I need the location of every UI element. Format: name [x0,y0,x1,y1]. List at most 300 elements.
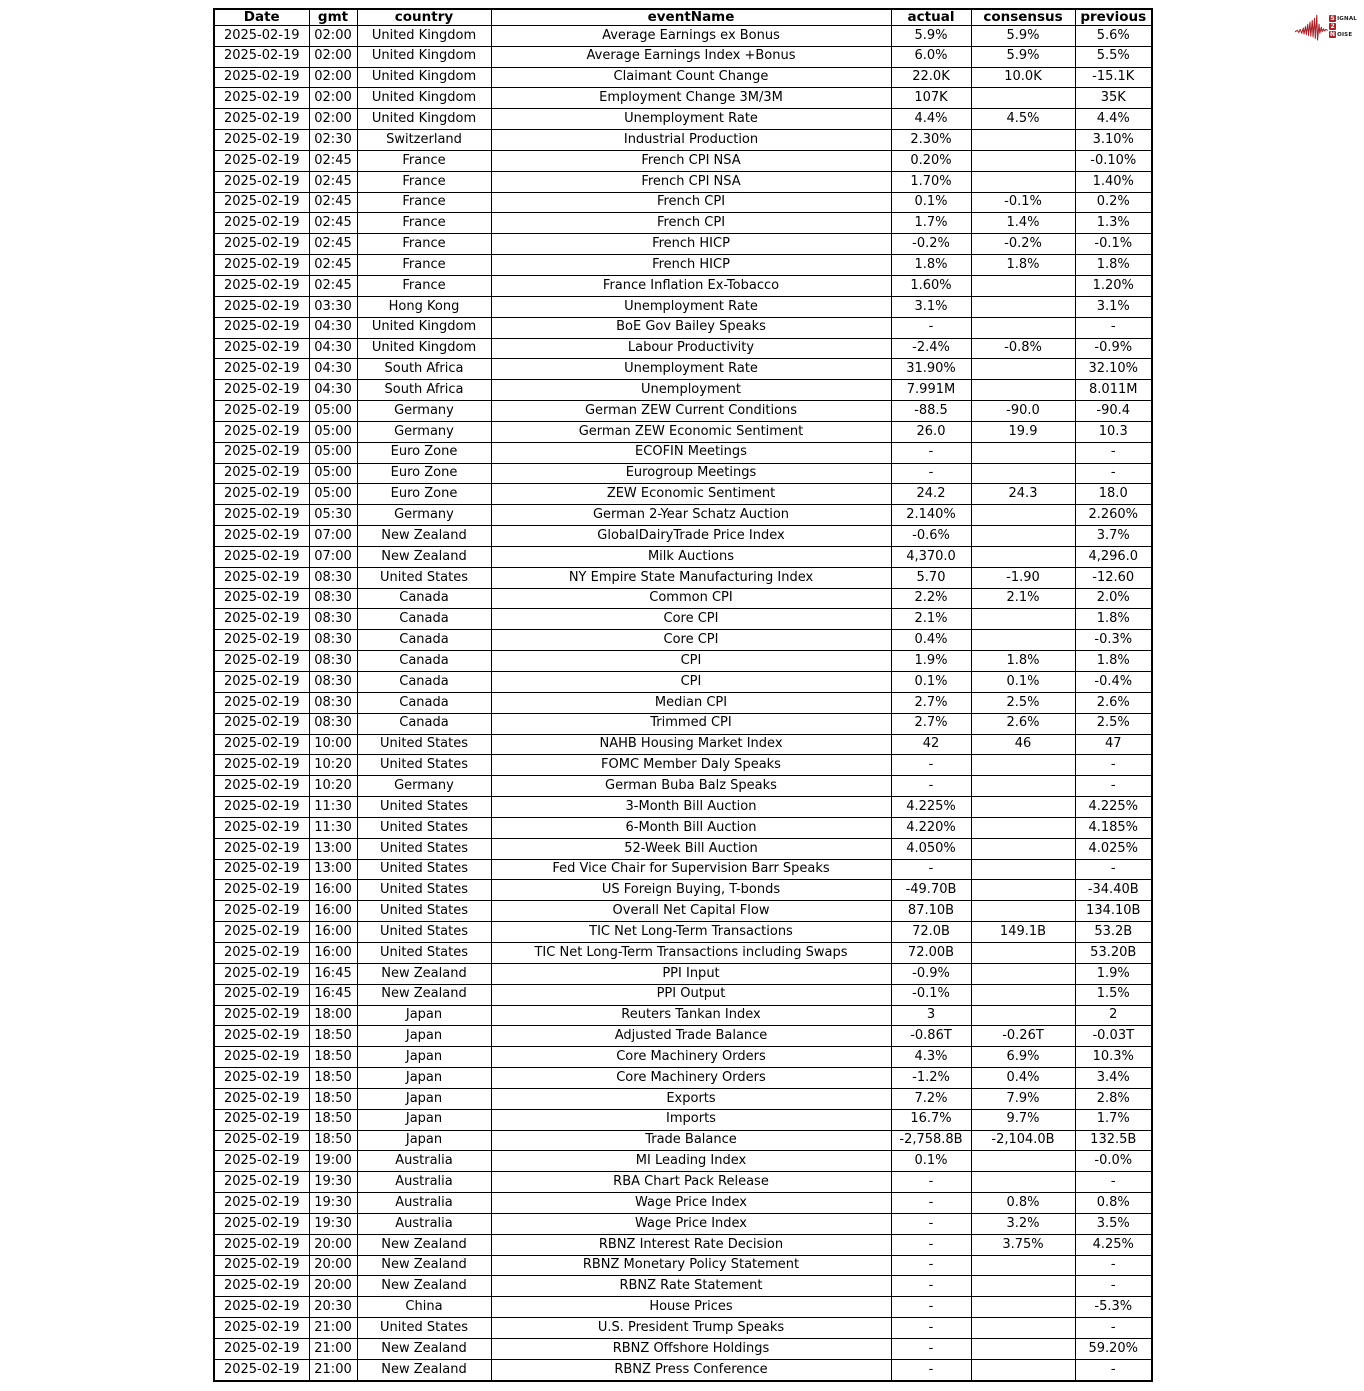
cell-previous: 3.10% [1075,130,1152,151]
cell-previous: 4.025% [1075,838,1152,859]
cell-consensus [971,942,1075,963]
logo-line-noise [1329,31,1357,38]
table-row [214,255,1152,276]
cell-consensus: 3.2% [971,1213,1075,1234]
cell-date: 2025-02-19 [214,213,309,234]
cell-date: 2025-02-19 [214,1088,309,1109]
cell-previous: 8.011M [1075,380,1152,401]
signal2noise-logo [1295,9,1357,49]
table-row [214,1130,1152,1151]
cell-country: New Zealand [357,963,491,984]
table-row [214,1318,1152,1339]
cell-previous: - [1075,463,1152,484]
cell-previous: - [1075,859,1152,880]
cell-date: 2025-02-19 [214,901,309,922]
cell-country: United States [357,755,491,776]
table-row [214,46,1152,67]
cell-country: United States [357,1318,491,1339]
cell-country: Germany [357,505,491,526]
cell-actual: 0.20% [891,150,971,171]
cell-event_name: FOMC Member Daly Speaks [491,755,891,776]
cell-date: 2025-02-19 [214,1026,309,1047]
cell-actual: 0.4% [891,630,971,651]
cell-consensus [971,963,1075,984]
cell-previous: -34.40B [1075,880,1152,901]
cell-previous: 2.8% [1075,1088,1152,1109]
cell-event_name: MI Leading Index [491,1151,891,1172]
cell-country: Japan [357,1026,491,1047]
cell-gmt: 08:30 [309,672,357,693]
cell-gmt: 05:00 [309,421,357,442]
cell-consensus [971,442,1075,463]
cell-previous: - [1075,1255,1152,1276]
cell-country: United States [357,922,491,943]
cell-previous: 35K [1075,88,1152,109]
logo-wordmark [1329,15,1357,38]
cell-consensus [971,1318,1075,1339]
table-row [214,1068,1152,1089]
cell-actual: - [891,1193,971,1214]
cell-previous: 3.7% [1075,526,1152,547]
cell-gmt: 16:00 [309,901,357,922]
cell-consensus [971,838,1075,859]
cell-actual: 7.2% [891,1088,971,1109]
cell-previous: 134.10B [1075,901,1152,922]
cell-consensus [971,380,1075,401]
cell-gmt: 04:30 [309,380,357,401]
cell-gmt: 16:45 [309,963,357,984]
cell-consensus: 0.8% [971,1193,1075,1214]
cell-actual: 1.9% [891,651,971,672]
cell-gmt: 07:00 [309,526,357,547]
table-row [214,859,1152,880]
cell-previous: -0.4% [1075,672,1152,693]
cell-event_name: Fed Vice Chair for Supervision Barr Speaks [491,859,891,880]
cell-gmt: 05:00 [309,401,357,422]
cell-country: Canada [357,588,491,609]
cell-event_name: RBNZ Offshore Holdings [491,1339,891,1360]
table-row [214,1109,1152,1130]
cell-country: United Kingdom [357,88,491,109]
cell-gmt: 13:00 [309,859,357,880]
cell-country: Australia [357,1172,491,1193]
cell-previous: 5.6% [1075,25,1152,46]
cell-country: United States [357,734,491,755]
cell-country: United Kingdom [357,317,491,338]
cell-event_name: French CPI NSA [491,171,891,192]
cell-gmt: 20:00 [309,1255,357,1276]
cell-date: 2025-02-19 [214,546,309,567]
cell-previous: 1.20% [1075,275,1152,296]
cell-previous: 53.2B [1075,922,1152,943]
cell-previous: - [1075,442,1152,463]
cell-previous: - [1075,1318,1152,1339]
cell-gmt: 02:45 [309,171,357,192]
cell-event_name: Wage Price Index [491,1193,891,1214]
cell-gmt: 10:00 [309,734,357,755]
cell-actual: - [891,1172,971,1193]
cell-date: 2025-02-19 [214,275,309,296]
cell-date: 2025-02-19 [214,88,309,109]
cell-event_name: 52-Week Bill Auction [491,838,891,859]
cell-actual: -0.6% [891,526,971,547]
table-row [214,797,1152,818]
cell-event_name: Core CPI [491,609,891,630]
cell-date: 2025-02-19 [214,1193,309,1214]
cell-event_name: Unemployment Rate [491,109,891,130]
cell-previous: 0.8% [1075,1193,1152,1214]
cell-event_name: Trimmed CPI [491,713,891,734]
cell-previous: 53.20B [1075,942,1152,963]
cell-gmt: 02:00 [309,46,357,67]
cell-consensus: 4.5% [971,109,1075,130]
cell-event_name: French HICP [491,234,891,255]
cell-country: Canada [357,692,491,713]
cell-country: Germany [357,421,491,442]
cell-date: 2025-02-19 [214,317,309,338]
cell-country: United States [357,838,491,859]
cell-event_name: ZEW Economic Sentiment [491,484,891,505]
cell-previous: -0.1% [1075,234,1152,255]
logo-text-ignal: IGNAL [1337,15,1357,22]
cell-actual: 42 [891,734,971,755]
table-row [214,942,1152,963]
cell-date: 2025-02-19 [214,692,309,713]
cell-gmt: 08:30 [309,651,357,672]
table-row [214,88,1152,109]
cell-event_name: Average Earnings Index +Bonus [491,46,891,67]
cell-consensus [971,1276,1075,1297]
cell-country: Canada [357,630,491,651]
cell-actual: - [891,1234,971,1255]
cell-event_name: CPI [491,651,891,672]
cell-gmt: 21:00 [309,1318,357,1339]
table-row [214,1255,1152,1276]
cell-event_name: German ZEW Economic Sentiment [491,421,891,442]
table-row [214,192,1152,213]
cell-actual: 31.90% [891,359,971,380]
cell-actual: 24.2 [891,484,971,505]
cell-country: New Zealand [357,1234,491,1255]
cell-consensus [971,171,1075,192]
cell-consensus: 149.1B [971,922,1075,943]
cell-date: 2025-02-19 [214,776,309,797]
cell-previous: 132.5B [1075,1130,1152,1151]
cell-event_name: 3-Month Bill Auction [491,797,891,818]
cell-country: Euro Zone [357,463,491,484]
cell-actual: -0.9% [891,963,971,984]
cell-consensus: -0.8% [971,338,1075,359]
cell-actual: 5.9% [891,25,971,46]
cell-country: Euro Zone [357,484,491,505]
cell-consensus [971,1005,1075,1026]
cell-actual: - [891,317,971,338]
cell-date: 2025-02-19 [214,192,309,213]
cell-gmt: 08:30 [309,588,357,609]
table-row [214,776,1152,797]
cell-event_name: Overall Net Capital Flow [491,901,891,922]
cell-consensus: 2.1% [971,588,1075,609]
cell-date: 2025-02-19 [214,755,309,776]
cell-actual: 0.1% [891,1151,971,1172]
table-row [214,838,1152,859]
cell-actual: - [891,776,971,797]
cell-consensus [971,1359,1075,1381]
cell-consensus [971,1297,1075,1318]
cell-actual: 5.70 [891,567,971,588]
cell-gmt: 16:00 [309,880,357,901]
cell-event_name: US Foreign Buying, T-bonds [491,880,891,901]
cell-actual: 6.0% [891,46,971,67]
cell-gmt: 04:30 [309,338,357,359]
cell-country: France [357,255,491,276]
cell-actual: 4.050% [891,838,971,859]
cell-gmt: 11:30 [309,817,357,838]
cell-consensus [971,1255,1075,1276]
cell-country: Switzerland [357,130,491,151]
cell-actual: - [891,1318,971,1339]
table-row [214,484,1152,505]
cell-country: United Kingdom [357,67,491,88]
cell-event_name: BoE Gov Bailey Speaks [491,317,891,338]
cell-actual: - [891,1359,971,1381]
table-row [214,359,1152,380]
column-header-consensus: consensus [971,9,1075,25]
cell-event_name: Unemployment Rate [491,296,891,317]
cell-previous: -90.4 [1075,401,1152,422]
cell-consensus: -0.2% [971,234,1075,255]
table-row [214,630,1152,651]
cell-country: Canada [357,651,491,672]
cell-actual: - [891,1297,971,1318]
cell-country: France [357,213,491,234]
cell-gmt: 08:30 [309,692,357,713]
cell-gmt: 03:30 [309,296,357,317]
logo-line-2 [1329,23,1357,30]
cell-gmt: 05:00 [309,463,357,484]
cell-consensus: -2,104.0B [971,1130,1075,1151]
cell-event_name: French CPI [491,192,891,213]
cell-actual: - [891,859,971,880]
column-header-previous: previous [1075,9,1152,25]
logo-letter-s: S [1330,15,1335,22]
cell-country: New Zealand [357,526,491,547]
cell-actual: -0.86T [891,1026,971,1047]
cell-country: France [357,171,491,192]
cell-actual: 16.7% [891,1109,971,1130]
cell-consensus [971,1339,1075,1360]
cell-country: New Zealand [357,984,491,1005]
cell-country: Australia [357,1151,491,1172]
cell-actual: 4.3% [891,1047,971,1068]
cell-previous: -0.3% [1075,630,1152,651]
cell-event_name: German 2-Year Schatz Auction [491,505,891,526]
cell-event_name: Trade Balance [491,1130,891,1151]
cell-event_name: Exports [491,1088,891,1109]
table-row [214,150,1152,171]
cell-consensus [971,1172,1075,1193]
cell-country: New Zealand [357,1359,491,1381]
cell-date: 2025-02-19 [214,234,309,255]
cell-date: 2025-02-19 [214,1068,309,1089]
cell-actual: - [891,1339,971,1360]
table-row [214,922,1152,943]
cell-gmt: 19:30 [309,1172,357,1193]
cell-country: United Kingdom [357,109,491,130]
cell-gmt: 05:30 [309,505,357,526]
cell-consensus [971,275,1075,296]
cell-previous: 1.5% [1075,984,1152,1005]
cell-gmt: 10:20 [309,755,357,776]
cell-consensus [971,984,1075,1005]
cell-gmt: 08:30 [309,567,357,588]
logo-letter-n: N [1330,31,1336,38]
table-row [214,213,1152,234]
cell-country: France [357,192,491,213]
cell-previous: 4.25% [1075,1234,1152,1255]
cell-date: 2025-02-19 [214,484,309,505]
cell-country: Australia [357,1213,491,1234]
column-header-actual: actual [891,9,971,25]
cell-actual: 2.2% [891,588,971,609]
cell-event_name: NAHB Housing Market Index [491,734,891,755]
cell-date: 2025-02-19 [214,609,309,630]
cell-country: United Kingdom [357,46,491,67]
table-row [214,817,1152,838]
cell-previous: 2.6% [1075,692,1152,713]
cell-consensus [971,463,1075,484]
table-row [214,546,1152,567]
cell-actual: - [891,463,971,484]
cell-country: Canada [357,672,491,693]
cell-gmt: 19:00 [309,1151,357,1172]
cell-date: 2025-02-19 [214,567,309,588]
cell-actual: 3.1% [891,296,971,317]
cell-previous: - [1075,1359,1152,1381]
cell-date: 2025-02-19 [214,672,309,693]
cell-actual: 0.1% [891,192,971,213]
cell-consensus [971,797,1075,818]
cell-event_name: PPI Output [491,984,891,1005]
table-row [214,275,1152,296]
cell-date: 2025-02-19 [214,797,309,818]
cell-gmt: 04:30 [309,317,357,338]
cell-event_name: Core Machinery Orders [491,1068,891,1089]
cell-actual: 2.30% [891,130,971,151]
cell-previous: -0.9% [1075,338,1152,359]
cell-country: Japan [357,1130,491,1151]
cell-event_name: NY Empire State Manufacturing Index [491,567,891,588]
cell-actual: 1.8% [891,255,971,276]
cell-gmt: 02:45 [309,192,357,213]
cell-previous: 59.20% [1075,1339,1152,1360]
table-row [214,296,1152,317]
cell-gmt: 18:50 [309,1047,357,1068]
cell-previous: - [1075,1172,1152,1193]
cell-date: 2025-02-19 [214,817,309,838]
table-header [214,9,1152,25]
cell-date: 2025-02-19 [214,651,309,672]
cell-gmt: 02:30 [309,130,357,151]
cell-event_name: Median CPI [491,692,891,713]
cell-consensus: 1.8% [971,651,1075,672]
table-row [214,651,1152,672]
cell-actual: -49.70B [891,880,971,901]
cell-gmt: 02:45 [309,234,357,255]
cell-previous: 1.3% [1075,213,1152,234]
cell-consensus [971,505,1075,526]
cell-consensus [971,609,1075,630]
table-row [214,1026,1152,1047]
cell-consensus: 0.1% [971,672,1075,693]
cell-actual: 7.991M [891,380,971,401]
cell-consensus: 7.9% [971,1088,1075,1109]
table-row [214,692,1152,713]
cell-consensus: 10.0K [971,67,1075,88]
cell-previous: - [1075,776,1152,797]
cell-date: 2025-02-19 [214,922,309,943]
cell-event_name: RBNZ Monetary Policy Statement [491,1255,891,1276]
cell-country: New Zealand [357,1276,491,1297]
table-row [214,1213,1152,1234]
cell-previous: -15.1K [1075,67,1152,88]
table-row [214,109,1152,130]
cell-previous: 2 [1075,1005,1152,1026]
cell-gmt: 08:30 [309,630,357,651]
cell-event_name: French CPI [491,213,891,234]
cell-actual: 107K [891,88,971,109]
cell-previous: 2.0% [1075,588,1152,609]
cell-date: 2025-02-19 [214,401,309,422]
cell-consensus [971,546,1075,567]
cell-event_name: German Buba Balz Speaks [491,776,891,797]
cell-previous: 32.10% [1075,359,1152,380]
table-row [214,171,1152,192]
cell-event_name: Milk Auctions [491,546,891,567]
logo-text-oise: OISE [1337,31,1353,38]
cell-date: 2025-02-19 [214,171,309,192]
cell-gmt: 16:45 [309,984,357,1005]
cell-previous: 3.4% [1075,1068,1152,1089]
cell-event_name: Reuters Tankan Index [491,1005,891,1026]
cell-actual: 1.60% [891,275,971,296]
cell-previous: 1.40% [1075,171,1152,192]
cell-consensus [971,296,1075,317]
cell-previous: 3.1% [1075,296,1152,317]
cell-previous: - [1075,1276,1152,1297]
cell-previous: 4.185% [1075,817,1152,838]
cell-actual: 0.1% [891,672,971,693]
cell-consensus [971,817,1075,838]
cell-previous: - [1075,755,1152,776]
cell-gmt: 16:00 [309,942,357,963]
table-row [214,588,1152,609]
cell-gmt: 08:30 [309,713,357,734]
cell-previous: 2.5% [1075,713,1152,734]
cell-consensus: 2.5% [971,692,1075,713]
cell-date: 2025-02-19 [214,630,309,651]
cell-previous: - [1075,317,1152,338]
cell-date: 2025-02-19 [214,255,309,276]
cell-consensus [971,317,1075,338]
cell-country: United States [357,797,491,818]
cell-event_name: RBNZ Rate Statement [491,1276,891,1297]
cell-previous: 2.260% [1075,505,1152,526]
cell-actual: - [891,1255,971,1276]
cell-event_name: Average Earnings ex Bonus [491,25,891,46]
cell-date: 2025-02-19 [214,1172,309,1193]
cell-actual: - [891,1276,971,1297]
